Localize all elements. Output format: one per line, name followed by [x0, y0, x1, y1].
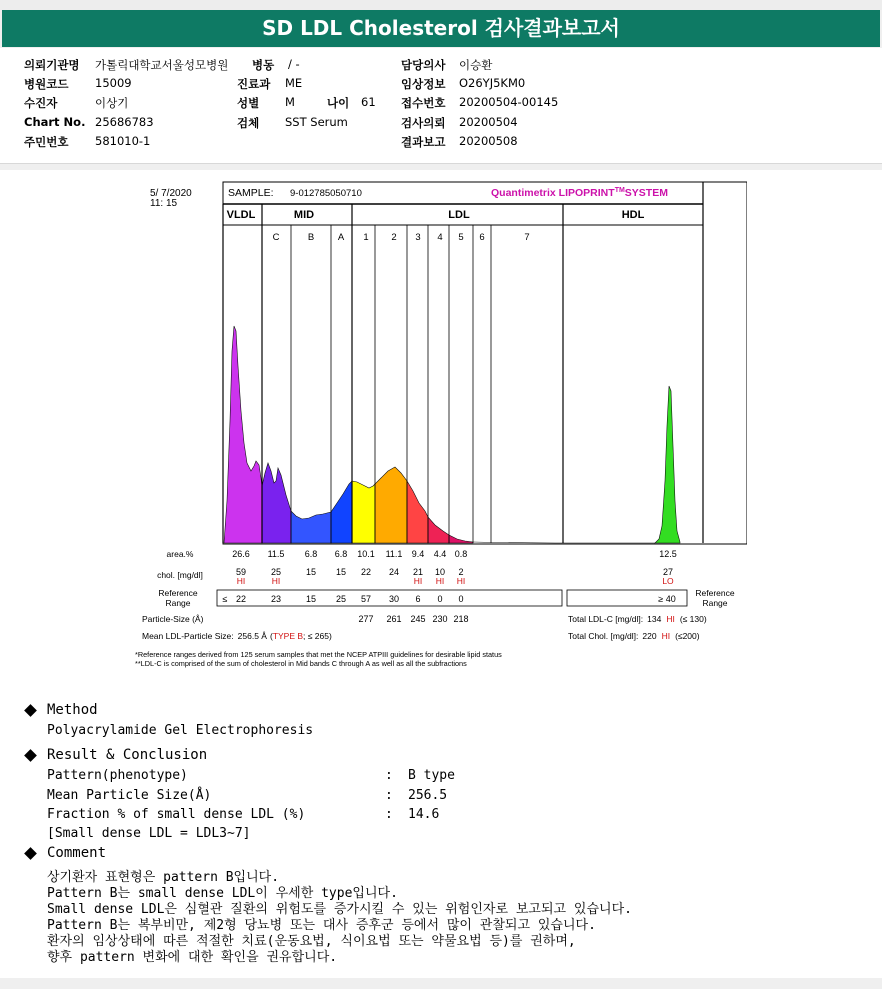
density-trace [224, 326, 680, 543]
result-size-sep: : [385, 788, 393, 803]
chol-c: 25 [270, 567, 282, 577]
chol-b: 15 [305, 567, 317, 577]
chol-ldl2: 24 [388, 567, 400, 577]
chol-flags [237, 576, 674, 586]
hospital-code-label: 병원코드 [24, 77, 69, 91]
group-vldl: VLDL [226, 209, 256, 221]
area-ldl4: 4.4 [433, 549, 447, 559]
institution-label: 의뢰기관명 [24, 58, 80, 72]
doctor-value: 이승환 [459, 58, 493, 72]
ward-label: 병동 [252, 58, 275, 72]
area-values [232, 549, 677, 559]
chol-ldl5: 2 [458, 567, 464, 577]
rrn-label: 주민번호 [24, 135, 69, 149]
particle-values [358, 614, 468, 624]
type-text: TYPE B [272, 631, 304, 641]
particle-ldl2: 261 [386, 614, 402, 624]
total-chol-value: 220 [642, 631, 657, 641]
comment-line-3: Small dense LDL은 심혈관 질환의 위험도를 증가시킬 수 있는 위험인자로 보고되고 있습니다. [47, 902, 632, 917]
sex-label: 성별 [237, 96, 260, 110]
ref-right-label-1: Reference [695, 588, 735, 598]
group-mid: MID [293, 209, 315, 221]
band-4: 4 [437, 232, 443, 243]
ref-row-label-2: Range [165, 598, 191, 608]
band-c: C [272, 232, 280, 243]
brand-name [491, 187, 668, 199]
clinical-info-value: O26YJ5KM0 [459, 76, 526, 90]
trace-ldl3 [407, 481, 428, 543]
flag-ldl5: HI [456, 576, 466, 586]
chol-ldl3: 21 [412, 567, 424, 577]
area-ldl3: 9.4 [411, 549, 425, 559]
department-label: 진료과 [237, 77, 271, 91]
age-value: 61 [361, 95, 376, 109]
trace-mid-b [291, 511, 331, 543]
band-6: 6 [479, 232, 485, 243]
area-ldl2: 11.1 [385, 549, 403, 559]
area-hdl: 12.5 [659, 549, 677, 559]
page-title: SD LDL Cholesterol 검사결과보고서 [2, 10, 880, 47]
comment-line-2: Pattern B는 small dense LDL이 우세한 type입니다. [47, 886, 398, 901]
result-fraction-sep: : [385, 807, 393, 822]
ref-ldl5: 0 [458, 594, 464, 604]
request-value: 20200504 [459, 115, 518, 129]
brand-tm: TM [614, 187, 625, 194]
particle-ldl5: 218 [453, 614, 469, 624]
chol-vldl: 59 [235, 567, 247, 577]
ref-c: 23 [270, 594, 282, 604]
type-open: ( [269, 631, 273, 641]
result-fraction-label: Fraction % of small dense LDL (%) [47, 807, 306, 822]
patient-label: 수진자 [24, 96, 58, 110]
result-heading: Result & Conclusion [47, 747, 208, 763]
total-ldl-line [568, 614, 707, 624]
footnote-1: *Reference ranges derived from 125 serum samples that met the NCEP ATPIII guidelines for desirable lipid status [135, 650, 502, 659]
ref-ldl1: 57 [360, 594, 372, 604]
trace-baseline [473, 542, 655, 543]
comment-line-1: 상기환자 표현형은 pattern B입니다. [47, 870, 280, 885]
result-size-value: 256.5 [408, 788, 448, 803]
result-size-label: Mean Particle Size(Å) [47, 788, 212, 803]
trace-ldl4 [428, 517, 449, 543]
sex-value: M [285, 95, 295, 109]
report-date-value: 20200508 [459, 134, 518, 148]
patient-value: 이상기 [95, 96, 129, 110]
band-a: A [337, 232, 345, 243]
chol-hdl: 27 [662, 567, 674, 577]
result-note: [Small dense LDL = LDL3~7] [47, 826, 251, 841]
band-5: 5 [458, 232, 464, 243]
flag-ldl4: HI [435, 576, 445, 586]
flag-ldl3: HI [413, 576, 423, 586]
trace-ldl5 [449, 535, 473, 543]
brand-suffix: SYSTEM [624, 187, 668, 199]
method-text: Polyacrylamide Gel Electrophoresis [47, 723, 314, 738]
report-date-label: 결과보고 [401, 135, 446, 149]
comment-bullet-icon [24, 847, 37, 860]
total-ldl-label: Total LDL-C [mg/dl]: [568, 614, 644, 624]
particle-ldl1: 277 [358, 614, 374, 624]
ref-row-label-1: Reference [158, 588, 198, 598]
total-chol-flag: HI [661, 631, 671, 641]
chol-values [236, 567, 673, 577]
ref-right-label-2: Range [702, 598, 728, 608]
ref-a: 25 [335, 594, 347, 604]
band-2: 2 [391, 232, 397, 243]
flag-c: HI [271, 576, 281, 586]
ref-ldl3: 6 [415, 594, 421, 604]
chol-ldl4: 10 [434, 567, 446, 577]
group-hdl: HDL [621, 209, 645, 221]
report-time: 11: 15 [150, 198, 178, 209]
area-ldl1: 10.1 [357, 549, 375, 559]
request-label: 검사의뢰 [401, 116, 446, 130]
patient-info-panel [0, 48, 882, 164]
clinical-info-label: 임상정보 [401, 77, 446, 91]
sample-value: 9-012785050710 [290, 188, 362, 199]
lipoprint-report [135, 181, 747, 672]
result-pattern-label: Pattern(phenotype) [47, 768, 188, 783]
mean-size-label: Mean LDL-Particle Size: [142, 631, 234, 641]
department-value: ME [285, 76, 303, 90]
particle-ldl3: 245 [410, 614, 426, 624]
ref-vldl: 22 [235, 594, 247, 604]
ref-ldl2: 30 [388, 594, 400, 604]
chol-ldl1: 22 [360, 567, 372, 577]
result-bullet-icon [24, 749, 37, 762]
area-row-label: area.% [166, 549, 194, 559]
band-b: B [307, 232, 315, 243]
total-ldl-flag: HI [666, 614, 675, 624]
receipt-label: 접수번호 [401, 96, 446, 110]
result-pattern-sep: : [385, 768, 393, 783]
specimen-label: 검체 [237, 116, 260, 130]
area-ldl5: 0.8 [454, 549, 468, 559]
chart-label: Chart No. [24, 115, 86, 129]
interpretation-section [0, 700, 882, 978]
total-chol-ref: (≤200) [675, 631, 700, 641]
total-ldl-value: 134 [647, 614, 662, 624]
particle-ldl4: 230 [432, 614, 448, 624]
report-date: 5/ 7/2020 [150, 188, 192, 199]
band-3: 3 [415, 232, 421, 243]
result-pattern-value: B type [408, 768, 455, 783]
hospital-code-value: 15009 [95, 76, 132, 90]
total-chol-label: Total Chol. [mg/dl]: [568, 631, 639, 641]
total-chol-line [568, 631, 700, 641]
band-1: 1 [363, 232, 369, 243]
ward-value: / - [288, 57, 300, 71]
comment-heading: Comment [47, 845, 107, 861]
method-bullet-icon [24, 704, 37, 717]
trace-mid-c [262, 463, 291, 543]
specimen-value: SST Serum [285, 115, 348, 129]
comment-line-5: 환자의 임상상태에 따른 적절한 치료(운동요법, 식이요법 또는 약물요법 등)를 권하며, [47, 934, 576, 949]
top-strip [0, 0, 882, 10]
area-a: 6.8 [334, 549, 348, 559]
trace-vldl [224, 326, 262, 543]
chol-a: 15 [335, 567, 347, 577]
doctor-label: 담당의사 [401, 58, 446, 72]
comment-line-4: Pattern B는 복부비만, 제2형 당뇨병 또는 대사 증후군 등에서 많이 관찰되고 있습니다. [47, 918, 596, 933]
band-7: 7 [524, 232, 530, 243]
ref-prefix: ≤ [222, 594, 228, 604]
trace-ldl2 [375, 467, 407, 543]
trace-mid-a [331, 481, 352, 543]
mean-size-line [142, 631, 332, 641]
flag-hdl: LO [662, 576, 674, 586]
ref-ldl4: 0 [437, 594, 443, 604]
brand-prefix: Quantimetrix LIPOPRINT [491, 187, 615, 199]
receipt-value: 20200504-00145 [459, 95, 559, 109]
particle-size-label: Particle-Size (Å) [142, 614, 204, 624]
chol-row-label: chol. [mg/dl] [157, 570, 203, 580]
ref-values [223, 594, 676, 604]
trace-hdl [655, 386, 680, 543]
area-b: 6.8 [304, 549, 318, 559]
rrn-value: 581010-1 [95, 134, 151, 148]
ref-hdl: ≥ 40 [658, 594, 676, 604]
result-fraction-value: 14.6 [408, 807, 440, 822]
area-c: 11.5 [267, 549, 285, 559]
flag-vldl: HI [236, 576, 246, 586]
ref-b: 15 [305, 594, 317, 604]
report-body [0, 170, 882, 978]
total-ldl-ref: (≤ 130) [679, 614, 707, 624]
type-close: ; ≤ 265) [303, 631, 332, 641]
sample-label: SAMPLE: [228, 187, 274, 199]
institution-value: 가톨릭대학교서울성모병원 [95, 58, 229, 72]
chart-value: 25686783 [95, 115, 154, 129]
group-ldl: LDL [448, 209, 470, 221]
area-vldl: 26.6 [232, 549, 250, 559]
comment-line-6: 향후 pattern 변화에 대한 확인을 권유합니다. [47, 950, 338, 965]
mean-size-value: 256.5 Å [237, 631, 267, 641]
age-label: 나이 [327, 96, 350, 110]
footnote-2: **LDL-C is comprised of the sum of cholesterol in Mid bands C through A as well as all the subfractions [135, 659, 467, 668]
method-heading: Method [47, 702, 98, 718]
trace-ldl1 [352, 481, 375, 543]
